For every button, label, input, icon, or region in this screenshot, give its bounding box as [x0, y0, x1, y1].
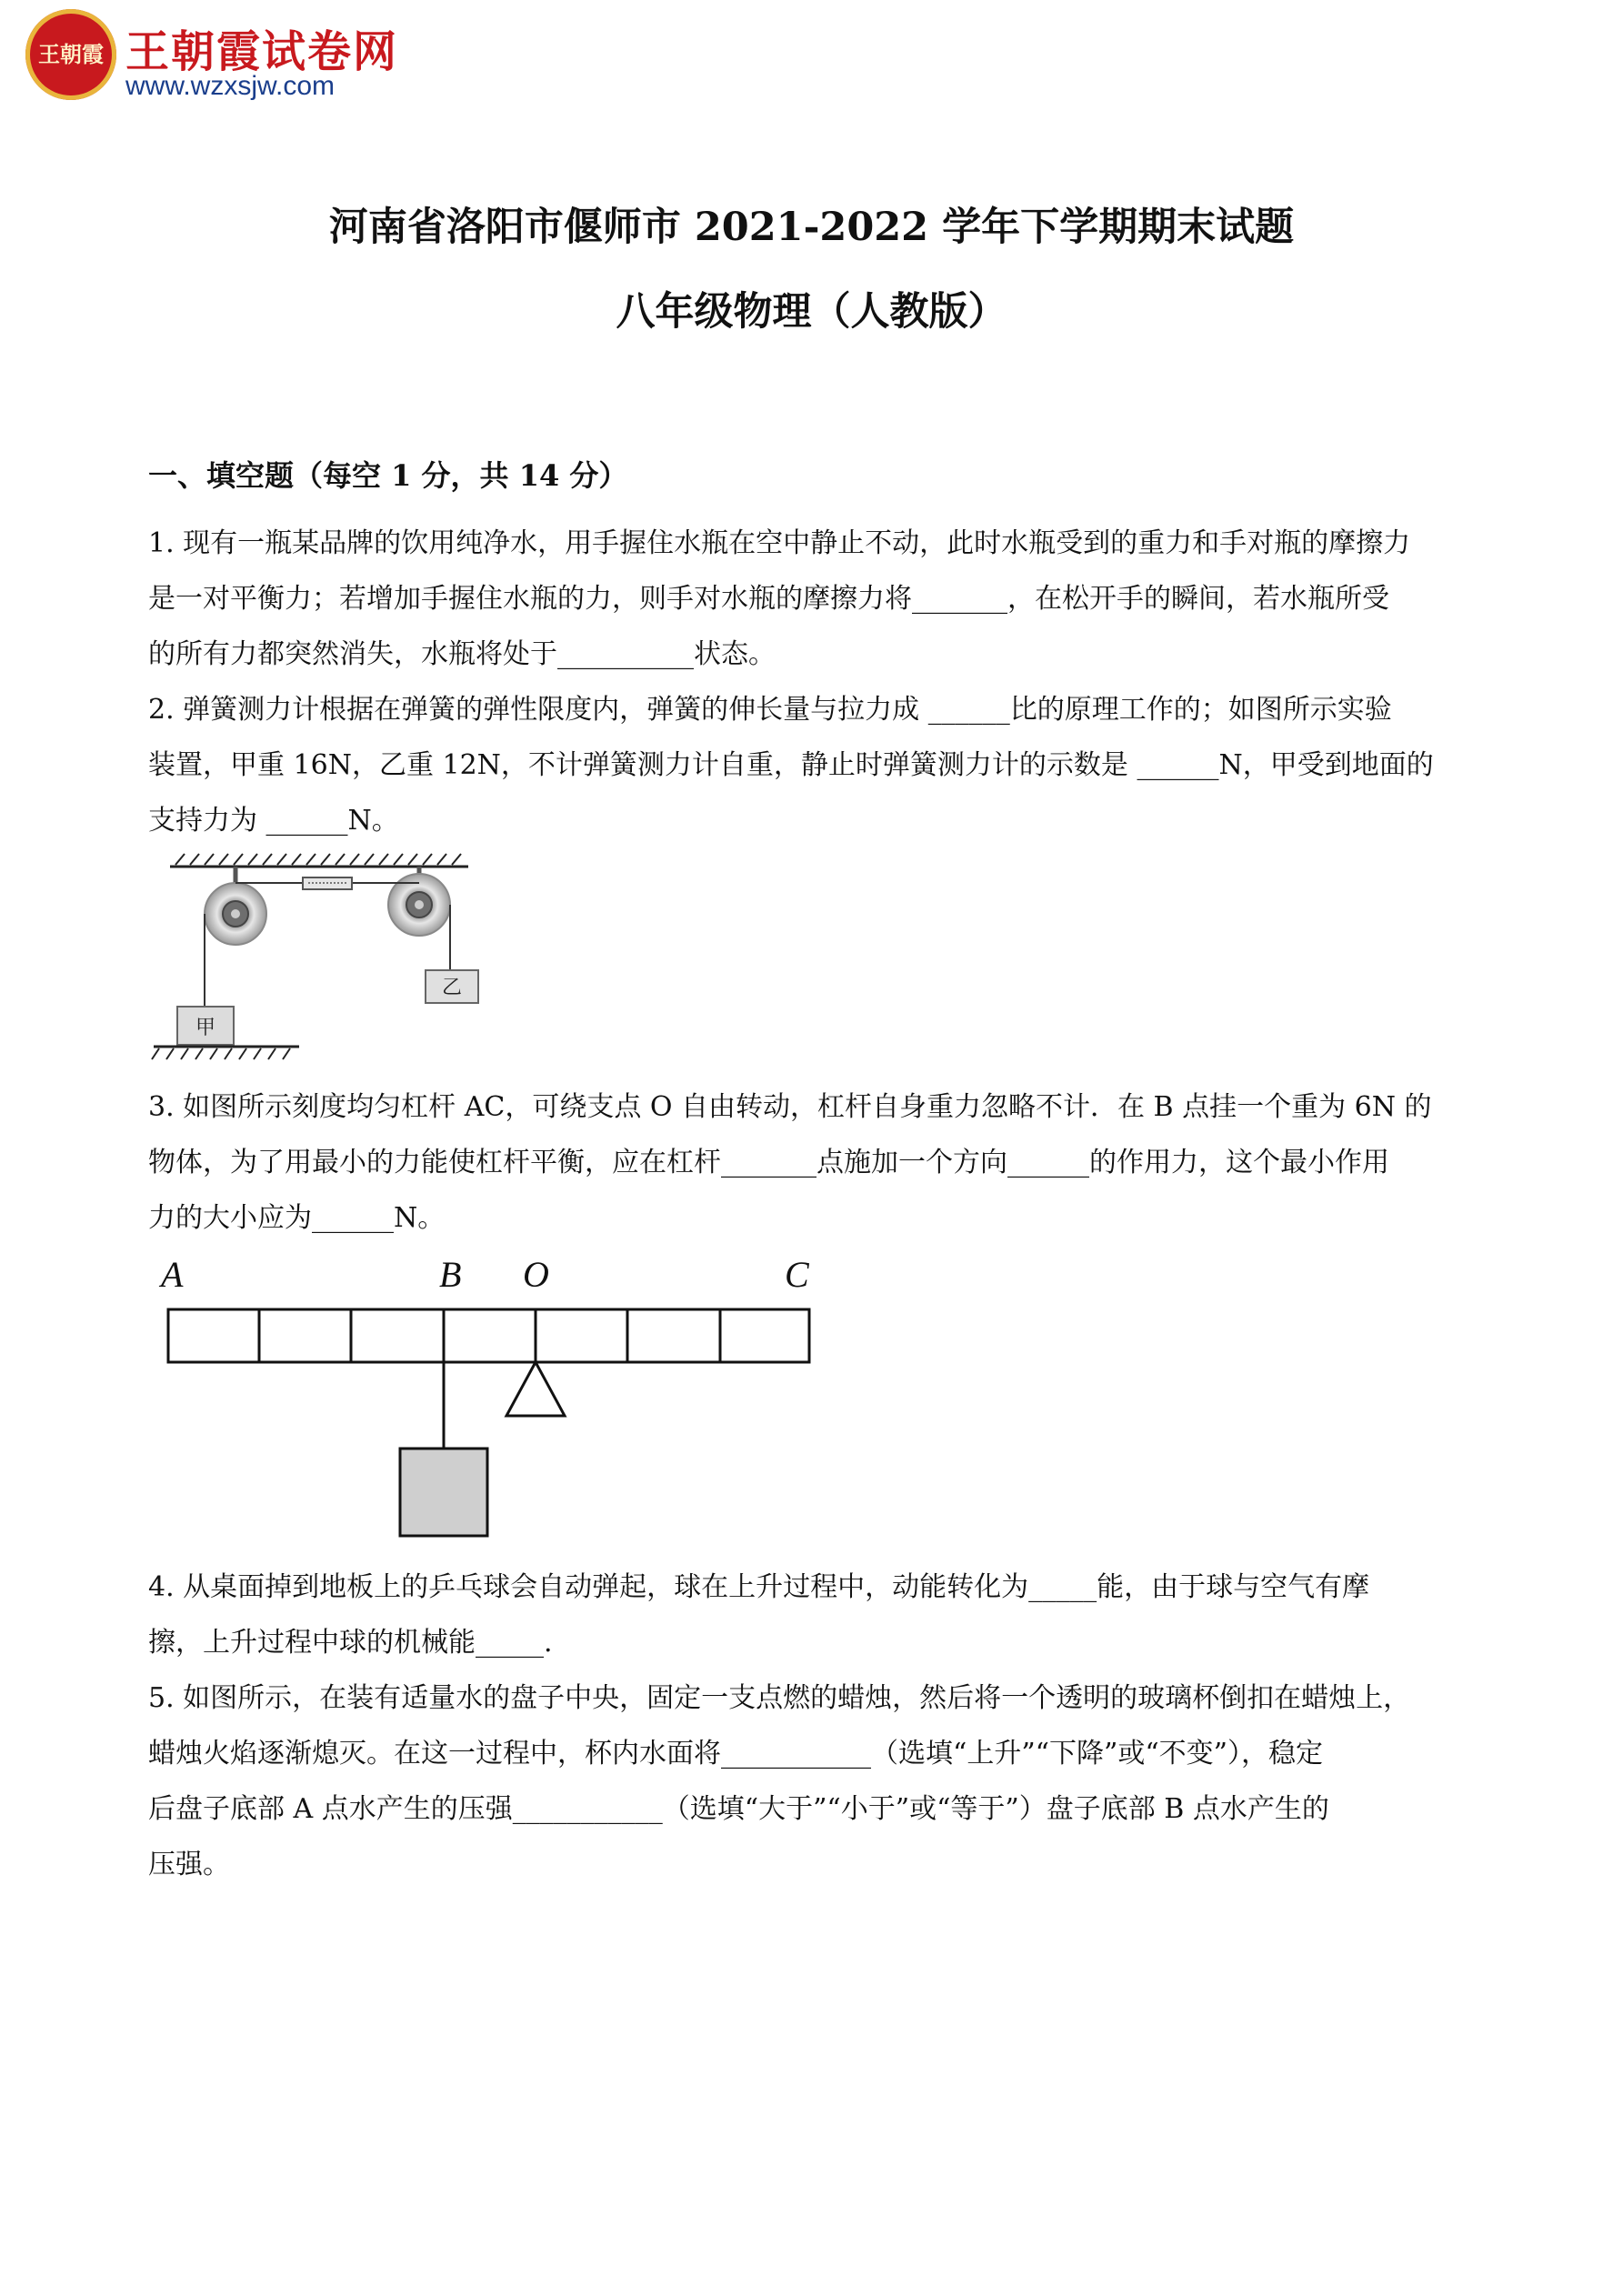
- question-3-line-1: 3. 如图所示刻度均匀杠杆 AC，可绕支点 O 自由转动，杠杆自身重力忽略不计．在 B 点挂一个重为 6N 的: [148, 1091, 1432, 1123]
- question-1-line-1: 1. 现有一瓶某品牌的饮用纯净水，用手握住水瓶在空中静止不动，此时水瓶受到的重力和手对瓶的摩擦力: [148, 527, 1411, 559]
- question-4-line-2: 擦，上升过程中球的机械能_____.: [148, 1627, 553, 1659]
- left-pulley: [205, 867, 266, 945]
- label-c: C: [785, 1254, 809, 1295]
- question-5-line-2: 蜡烛火焰逐渐熄灭。在这一过程中，杯内水面将___________（选填“上升”“下降”或“不变”），稳定: [148, 1738, 1324, 1770]
- question-2-line-2: 装置，甲重 16N，乙重 12N，不计弹簧测力计自重，静止时弹簧测力计的示数是 ______N，甲受到地面的: [148, 749, 1434, 781]
- seal-icon: [25, 9, 116, 100]
- section-heading: 一、填空题（每空 1 分，共 14 分）: [148, 458, 628, 493]
- weight-jia: [177, 1007, 234, 1045]
- brand-name: 王朝霞试卷网: [125, 26, 399, 77]
- question-2-line-3: 支持力为 ______N。: [148, 805, 399, 837]
- question-1-line-2: 是一对平衡力；若增加手握住水瓶的力，则手对水瓶的摩擦力将_______，在松开手的瞬间，若水瓶所受: [148, 583, 1389, 615]
- label-b: B: [439, 1254, 462, 1295]
- question-3-line-3: 力的大小应为______N。: [148, 1202, 446, 1234]
- lever-figure: [150, 1246, 823, 1546]
- question-5-line-4: 压强。: [148, 1849, 230, 1880]
- brand-url: www.wzxsjw.com: [125, 71, 336, 101]
- pulley-figure: [148, 850, 494, 1064]
- spring-scale: [303, 877, 352, 889]
- exam-title: 河南省洛阳市偃师市 2021-2022 学年下学期期末试题: [328, 205, 1295, 250]
- question-2-line-1: 2. 弹簧测力计根据在弹簧的弹性限度内，弹簧的伸长量与拉力成 ______比的原理工作的；如图所示实验: [148, 694, 1392, 726]
- question-4-line-1: 4. 从桌面掉到地板上的乒乓球会自动弹起，球在上升过程中，动能转化为_____能，由于球与空气有摩: [148, 1571, 1370, 1603]
- fulcrum-triangle: [506, 1362, 565, 1416]
- right-pulley: [388, 867, 450, 936]
- watermark-logo: [25, 9, 407, 105]
- label-o: O: [523, 1254, 549, 1295]
- ceiling: [170, 854, 468, 867]
- hanging-weight: [400, 1449, 487, 1536]
- question-3-line-2: 物体，为了用最小的力能使杠杆平衡，应在杠杆_______点施加一个方向______的作用力，这个最小作用: [148, 1147, 1389, 1178]
- seal-text: 王朝霞: [38, 41, 104, 67]
- lever-bar: [168, 1309, 809, 1362]
- weight-yi: [426, 970, 478, 1003]
- weight-yi-label: 乙: [441, 977, 463, 999]
- ground: [152, 1047, 299, 1059]
- question-5-line-1: 5. 如图所示，在装有适量水的盘子中央，固定一支点燃的蜡烛，然后将一个透明的玻璃杯倒扣在蜡烛上，: [148, 1682, 1411, 1714]
- weight-jia-label: 甲: [195, 1017, 216, 1039]
- question-1-line-3: 的所有力都突然消失，水瓶将处于__________状态。: [148, 638, 776, 670]
- question-5-line-3: 后盘子底部 A 点水产生的压强___________（选填“大于”“小于”或“等于”）盘子底部 B 点水产生的: [148, 1793, 1329, 1825]
- label-a: A: [161, 1254, 184, 1295]
- exam-subtitle: 八年级物理（人教版）: [616, 289, 1007, 335]
